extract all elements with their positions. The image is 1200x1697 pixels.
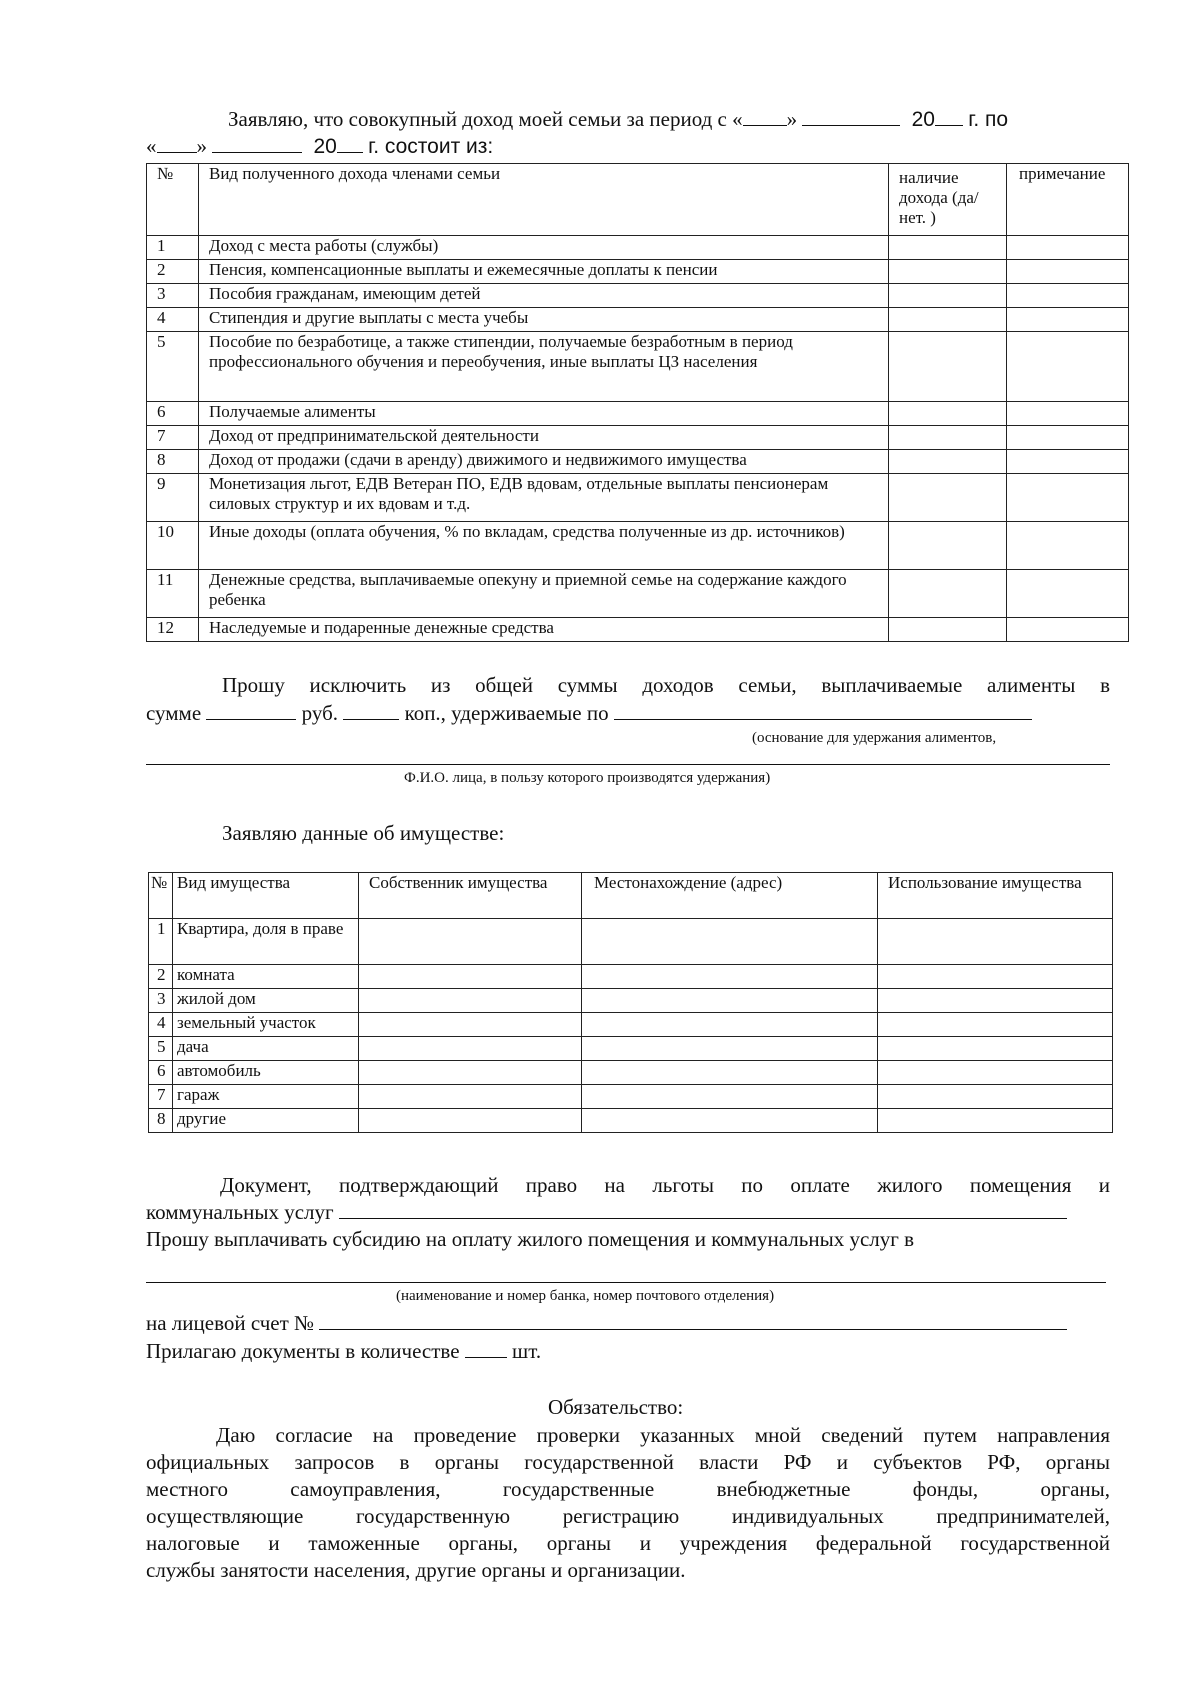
location-cell[interactable] — [582, 919, 878, 965]
row-number: 7 — [149, 1085, 173, 1109]
presence-cell[interactable] — [889, 618, 1007, 642]
note-cell[interactable] — [1007, 284, 1129, 308]
note-cell[interactable] — [1007, 308, 1129, 332]
account-label: на лицевой счет № — [146, 1311, 315, 1335]
obligation-line: службы занятости населения, другие органы и организации. — [146, 1558, 686, 1582]
location-cell[interactable] — [582, 1061, 878, 1085]
utilities-label: коммунальных услуг — [146, 1200, 334, 1224]
blank-day-from[interactable] — [743, 107, 787, 126]
account-line — [146, 1310, 1067, 1336]
row-number: 4 — [147, 308, 199, 332]
owner-cell[interactable] — [359, 965, 582, 989]
row-number: 2 — [147, 260, 199, 284]
header-owner: Собственник имущества — [359, 873, 582, 919]
presence-cell[interactable] — [889, 236, 1007, 260]
row-number: 4 — [149, 1013, 173, 1037]
table-row — [149, 1013, 1113, 1037]
table-row — [147, 450, 1129, 474]
row-number: 7 — [147, 426, 199, 450]
row-label: Доход с места работы (службы) — [199, 236, 889, 260]
table-row — [147, 308, 1129, 332]
intro-text: г. по — [968, 108, 1009, 131]
row-label: Стипендия и другие выплаты с места учебы — [199, 308, 889, 332]
owner-cell[interactable] — [359, 1061, 582, 1085]
note-cell[interactable] — [1007, 260, 1129, 284]
presence-cell[interactable] — [889, 402, 1007, 426]
usage-cell[interactable] — [878, 989, 1113, 1013]
attachments-unit: шт. — [512, 1339, 542, 1363]
row-label: Пособие по безработице, а также стипендии, получаемые безработным в период профессионального обучения и переобучения, иные выплаты ЦЗ населения — [199, 332, 889, 402]
table-row — [149, 1109, 1113, 1133]
row-label: Денежные средства, выплачиваемые опекуну и приемной семье на содержание каждого ребенка — [199, 570, 889, 618]
income-table — [146, 163, 1129, 642]
attachments-label: Прилагаю документы в количестве — [146, 1339, 460, 1363]
blank-year-to[interactable] — [337, 134, 363, 153]
alimony-hint-1: (основание для удержания алиментов, — [752, 730, 997, 746]
location-cell[interactable] — [582, 965, 878, 989]
blank-alimony-recipient[interactable] — [146, 764, 1110, 765]
note-cell[interactable] — [1007, 618, 1129, 642]
row-label: Иные доходы (оплата обучения, % по вкладам, средства полученные из др. источников) — [199, 522, 889, 570]
row-number: 6 — [147, 402, 199, 426]
note-cell[interactable] — [1007, 236, 1129, 260]
presence-cell[interactable] — [889, 260, 1007, 284]
row-number: 1 — [149, 919, 173, 965]
note-cell[interactable] — [1007, 450, 1129, 474]
row-label: Пенсия, компенсационные выплаты и ежемесячные доплаты к пенсии — [199, 260, 889, 284]
row-number: 6 — [149, 1061, 173, 1085]
intro-line-2 — [146, 133, 493, 160]
note-cell[interactable] — [1007, 522, 1129, 570]
obligation-title: Обязательство: — [548, 1395, 684, 1419]
alimony-kop-label: коп., удерживаемые по — [404, 701, 609, 725]
benefit-document-line-2 — [146, 1199, 1067, 1225]
row-label: Квартира, доля в праве — [173, 919, 359, 965]
presence-cell[interactable] — [889, 570, 1007, 618]
row-number: 10 — [147, 522, 199, 570]
alimony-hint-2: Ф.И.О. лица, в пользу которого производятся удержания) — [404, 770, 771, 786]
table-row — [147, 260, 1129, 284]
presence-cell[interactable] — [889, 284, 1007, 308]
note-cell[interactable] — [1007, 474, 1129, 522]
presence-cell[interactable] — [889, 308, 1007, 332]
table-row — [147, 618, 1129, 642]
usage-cell[interactable] — [878, 1085, 1113, 1109]
alimony-rub-label: руб. — [301, 701, 339, 725]
row-number: 2 — [149, 965, 173, 989]
table-row — [147, 474, 1129, 522]
usage-cell[interactable] — [878, 919, 1113, 965]
blank-month-from[interactable] — [802, 107, 900, 126]
usage-cell[interactable] — [878, 965, 1113, 989]
location-cell[interactable] — [582, 1109, 878, 1133]
table-row — [147, 402, 1129, 426]
owner-cell[interactable] — [359, 989, 582, 1013]
owner-cell[interactable] — [359, 1109, 582, 1133]
blank-bank-name[interactable] — [146, 1282, 1106, 1283]
header-note: примечание — [1007, 164, 1129, 236]
presence-cell[interactable] — [889, 474, 1007, 522]
row-number: 8 — [149, 1109, 173, 1133]
header-income-type: Вид полученного дохода членами семьи — [199, 164, 889, 236]
note-cell[interactable] — [1007, 426, 1129, 450]
table-row — [149, 1085, 1113, 1109]
row-label: автомобиль — [173, 1061, 359, 1085]
owner-cell[interactable] — [359, 1013, 582, 1037]
benefit-document-line: Документ, подтверждающий право на льготы по оплате жилого помещения и — [220, 1173, 1110, 1197]
usage-cell[interactable] — [878, 1037, 1113, 1061]
table-row — [147, 236, 1129, 260]
row-label: Наследуемые и подаренные денежные средства — [199, 618, 889, 642]
table-row — [149, 965, 1113, 989]
property-title: Заявляю данные об имуществе: — [222, 821, 505, 845]
row-label: комната — [173, 965, 359, 989]
obligation-line: налоговые и таможенные органы, органы и учреждения федеральной государственной — [146, 1531, 1110, 1555]
row-number: 8 — [147, 450, 199, 474]
row-number: 11 — [147, 570, 199, 618]
row-number: 9 — [147, 474, 199, 522]
table-row — [147, 522, 1129, 570]
presence-cell[interactable] — [889, 332, 1007, 402]
row-label: Монетизация льгот, ЕДВ Ветеран ПО, ЕДВ вдовам, отдельные выплаты пенсионерам силовых структур и их вдовам и т.д. — [199, 474, 889, 522]
blank-rub[interactable] — [206, 701, 296, 720]
row-number: 3 — [147, 284, 199, 308]
location-cell[interactable] — [582, 1013, 878, 1037]
owner-cell[interactable] — [359, 919, 582, 965]
intro-line-1 — [228, 106, 1008, 133]
obligation-line: осуществляющие государственную регистрацию индивидуальных предпринимателей, — [146, 1504, 1110, 1528]
intro-year-prefix: 20 — [313, 135, 337, 158]
blank-attachment-count[interactable] — [465, 1339, 507, 1358]
usage-cell[interactable] — [878, 1109, 1113, 1133]
table-row — [147, 570, 1129, 618]
row-label: другие — [173, 1109, 359, 1133]
blank-year-from[interactable] — [935, 107, 963, 126]
table-row — [149, 989, 1113, 1013]
row-label: Доход от предпринимательской деятельности — [199, 426, 889, 450]
intro-year-prefix: 20 — [911, 108, 935, 131]
blank-account-number[interactable] — [319, 1311, 1067, 1330]
presence-cell[interactable] — [889, 450, 1007, 474]
row-number: 3 — [149, 989, 173, 1013]
intro-text: » — [196, 134, 207, 158]
note-cell[interactable] — [1007, 570, 1129, 618]
table-row — [147, 426, 1129, 450]
blank-kop[interactable] — [343, 701, 399, 720]
header-income-presence: наличие дохода (да/нет. ) — [889, 164, 1007, 236]
row-number: 1 — [147, 236, 199, 260]
row-number: 12 — [147, 618, 199, 642]
obligation-line: Даю согласие на проведение проверки указанных мной сведений путем направления — [216, 1423, 1110, 1447]
owner-cell[interactable] — [359, 1085, 582, 1109]
header-location: Местонахождение (адрес) — [582, 873, 878, 919]
blank-alimony-basis[interactable] — [614, 701, 1032, 720]
location-cell[interactable] — [582, 1037, 878, 1061]
row-label: гараж — [173, 1085, 359, 1109]
blank-day-to[interactable] — [157, 134, 197, 153]
attachments-line — [146, 1338, 541, 1364]
table-row — [149, 1061, 1113, 1085]
blank-month-to[interactable] — [212, 134, 302, 153]
header-property-type: Вид имущества — [173, 873, 359, 919]
header-number: № — [149, 873, 173, 919]
row-label: дача — [173, 1037, 359, 1061]
intro-text: Заявляю, что совокупный доход моей семьи за период с « — [228, 107, 743, 131]
owner-cell[interactable] — [359, 1037, 582, 1061]
presence-cell[interactable] — [889, 426, 1007, 450]
row-label: жилой дом — [173, 989, 359, 1013]
subsidy-request-line: Прошу выплачивать субсидию на оплату жилого помещения и коммунальных услуг в — [146, 1227, 915, 1251]
location-cell[interactable] — [582, 1085, 878, 1109]
row-number: 5 — [149, 1037, 173, 1061]
row-label: Доход от продажи (сдачи в аренду) движимого и недвижимого имущества — [199, 450, 889, 474]
alimony-request-line: Прошу исключить из общей суммы доходов семьи, выплачиваемые алименты в — [222, 673, 1110, 697]
table-row — [147, 284, 1129, 308]
blank-benefit-document[interactable] — [339, 1200, 1067, 1219]
property-table-header — [149, 873, 1113, 919]
row-label: Получаемые алименты — [199, 402, 889, 426]
usage-cell[interactable] — [878, 1061, 1113, 1085]
intro-text: г. состоит из: — [368, 135, 494, 158]
row-label: земельный участок — [173, 1013, 359, 1037]
table-row — [147, 332, 1129, 402]
intro-text: « — [146, 134, 157, 158]
table-row — [149, 1037, 1113, 1061]
row-label: Пособия гражданам, имеющим детей — [199, 284, 889, 308]
header-number: № — [147, 164, 199, 236]
income-table-header — [147, 164, 1129, 236]
note-cell[interactable] — [1007, 332, 1129, 402]
alimony-sum-line — [146, 700, 1032, 726]
header-usage: Использование имущества — [878, 873, 1113, 919]
intro-text: » — [786, 107, 798, 131]
note-cell[interactable] — [1007, 402, 1129, 426]
table-row — [149, 919, 1113, 965]
alimony-sum-label: сумме — [146, 701, 202, 725]
property-table — [148, 872, 1113, 1133]
location-cell[interactable] — [582, 989, 878, 1013]
usage-cell[interactable] — [878, 1013, 1113, 1037]
obligation-line: официальных запросов в органы государственной власти РФ и субъектов РФ, органы — [146, 1450, 1110, 1474]
bank-hint: (наименование и номер банка, номер почтового отделения) — [396, 1288, 775, 1304]
row-number: 5 — [147, 332, 199, 402]
obligation-line: местного самоуправления, государственные внебюджетные фонды, органы, — [146, 1477, 1110, 1501]
presence-cell[interactable] — [889, 522, 1007, 570]
